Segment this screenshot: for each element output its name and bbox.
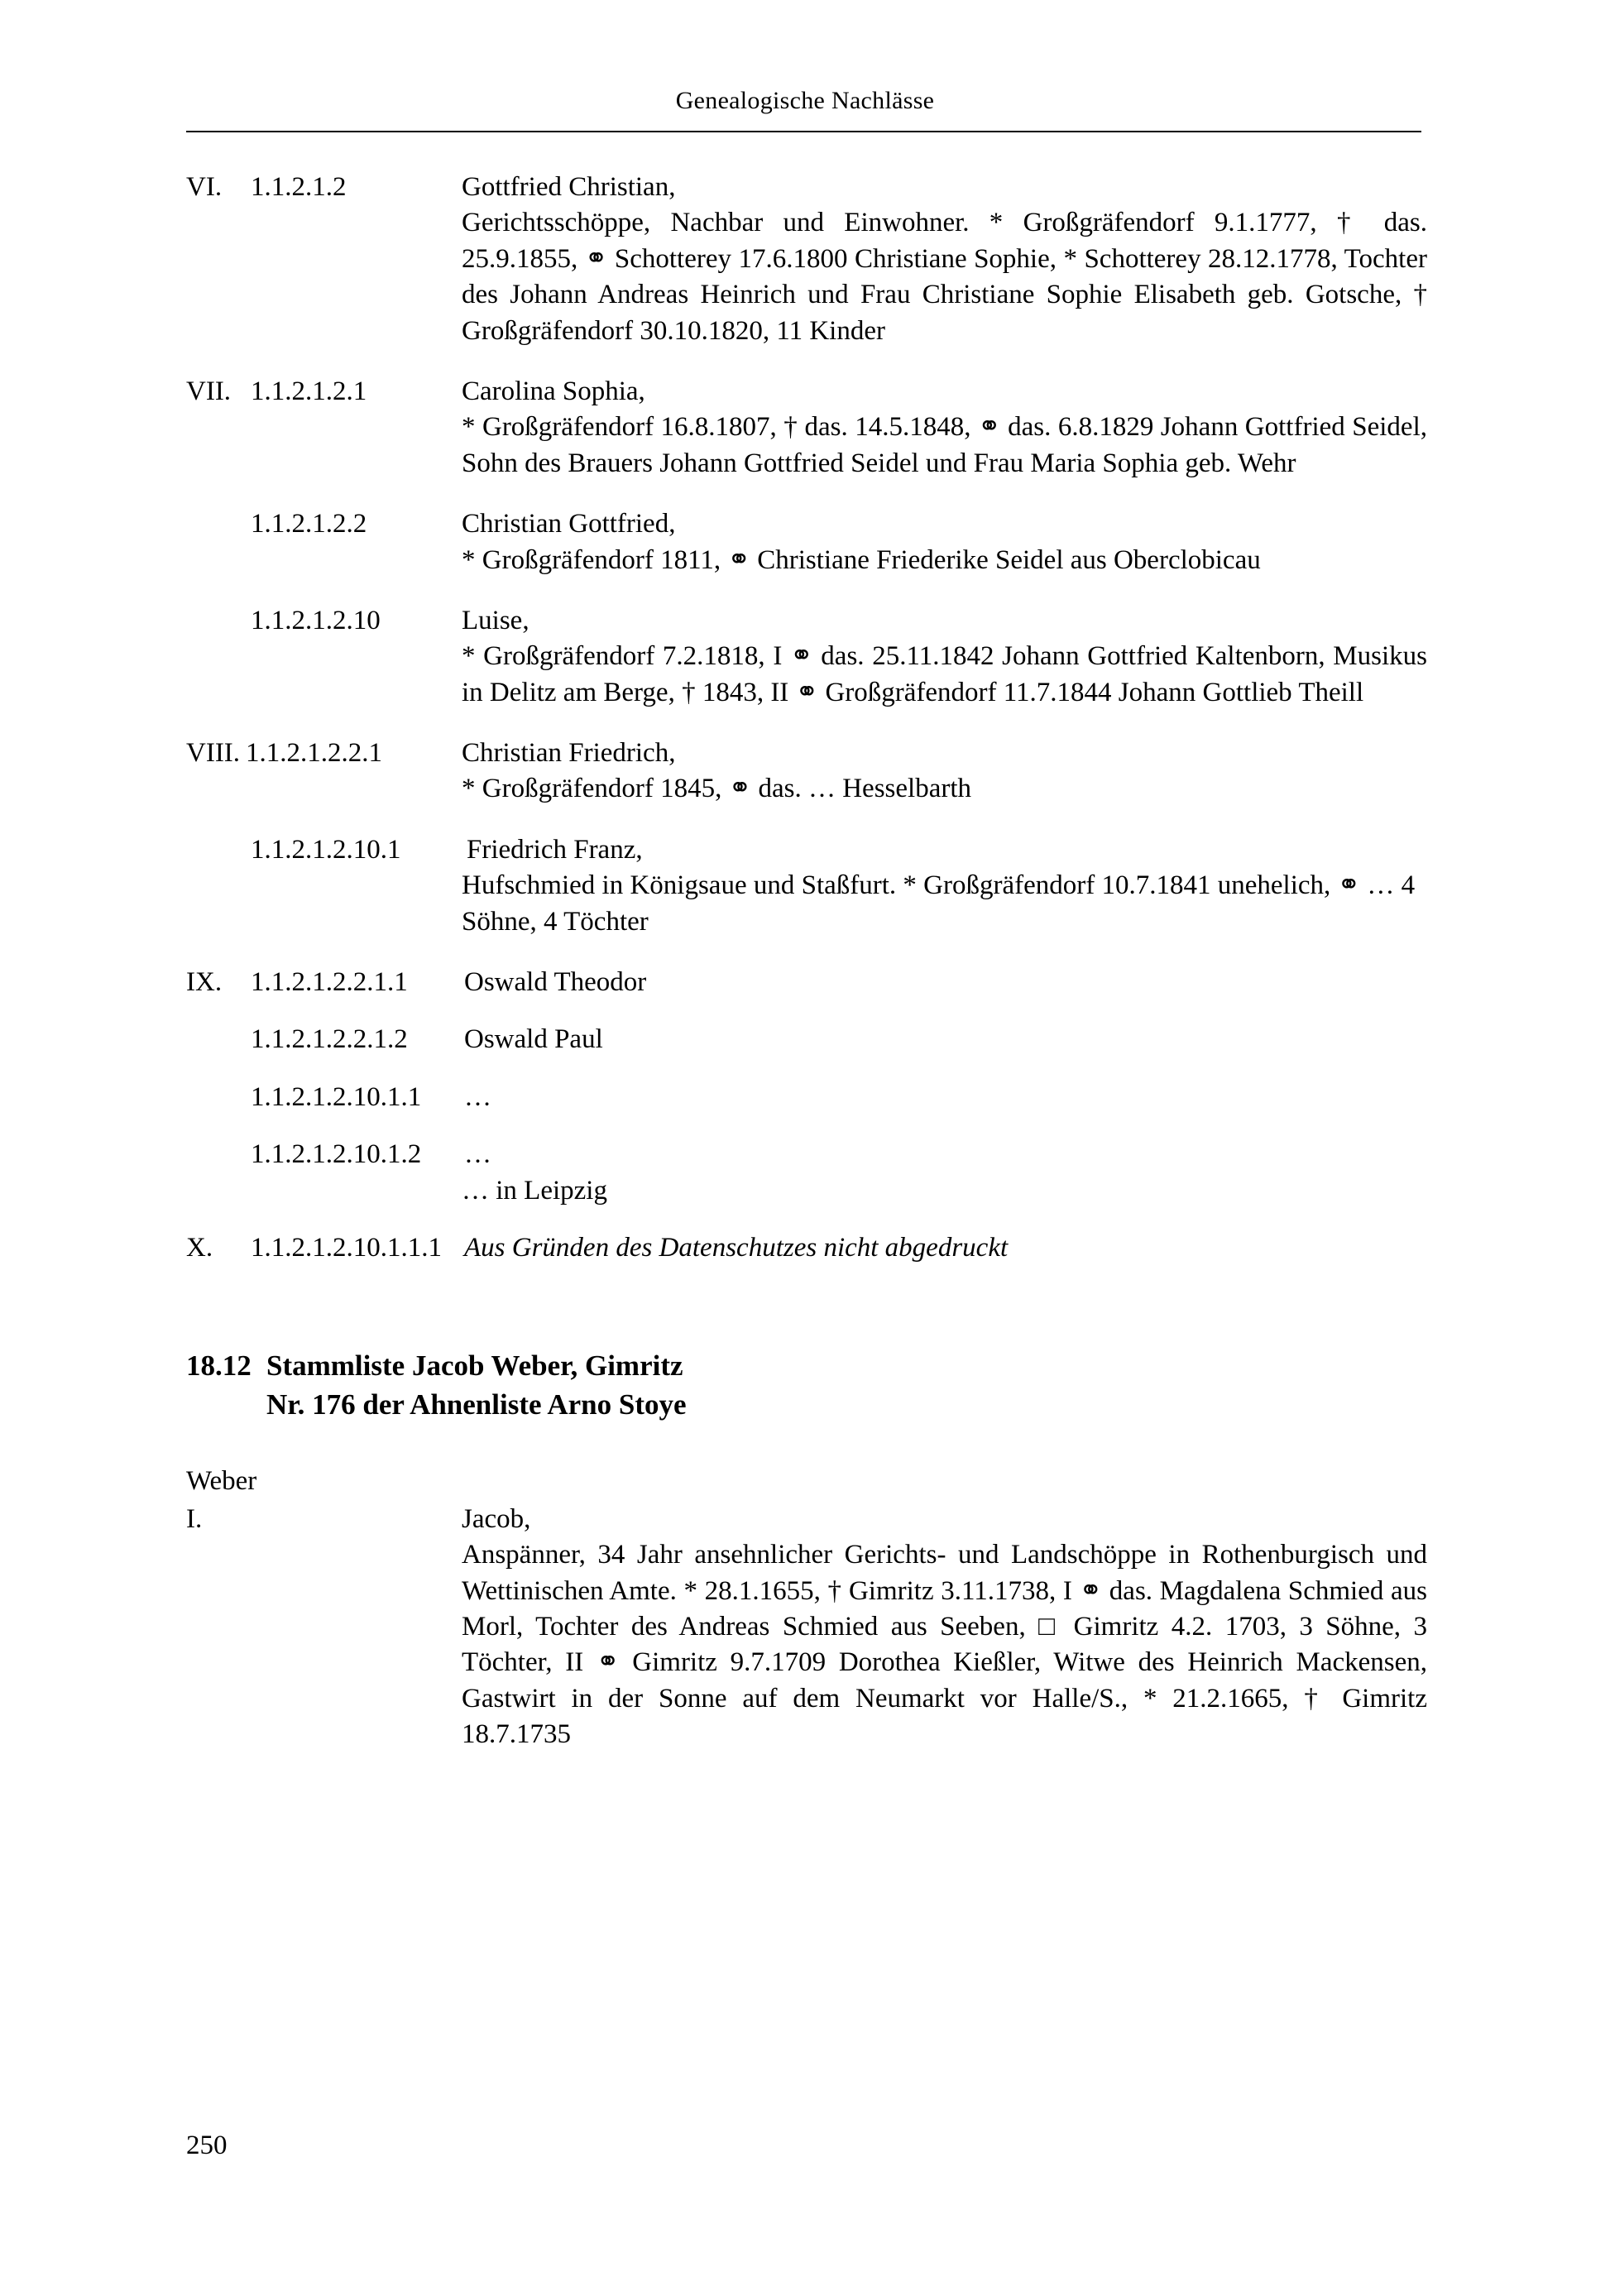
- entry-detail: * Großgräfendorf 16.8.1807, † das. 14.5.1848, ⚭ das. 6.8.1829 Johann Gottfried Seidel, Sohn des Brauers Johann Gottfried Seidel und Frau Maria Sophia geb. Wehr: [462, 412, 1427, 478]
- entry-name: Christian Friedrich,: [462, 738, 676, 769]
- entry-generation: X.: [186, 1232, 213, 1263]
- entry-detail: * Großgräfendorf 1811, ⚭ Christiane Friederike Seidel aus Oberclobicau: [462, 544, 1261, 575]
- page-number: 250: [186, 2131, 228, 2160]
- entry-generation: VI.: [186, 172, 223, 202]
- genealogy-entry-short: [186, 1080, 1427, 1115]
- entry-header-line: [186, 603, 1427, 639]
- entry-header-line: [186, 1137, 1427, 1172]
- page-body: [186, 170, 1427, 1778]
- genealogy-entry-short: [186, 1022, 1427, 1057]
- genealogy-entry: [186, 170, 1427, 349]
- entry-code: 1.1.2.1.2.2: [251, 509, 367, 539]
- entry-code: 1.1.2.1.2.10: [251, 605, 381, 635]
- entry-name: …: [464, 1081, 491, 1112]
- running-head-text: Genealogische Nachlässe: [675, 87, 935, 114]
- privacy-notice-text: Aus Gründen des Datenschutzes nicht abgedruckt: [464, 1232, 1009, 1263]
- entry-header-line: [186, 1080, 1427, 1115]
- section-title-1: Stammliste Jacob Weber, Gimritz: [266, 1349, 683, 1383]
- entry-header-line: [186, 506, 1427, 542]
- entry-name: Oswald Theodor: [464, 967, 647, 998]
- entry-code: 1.1.2.1.2.10.1.2: [251, 1139, 422, 1170]
- entry-header-line: [186, 374, 1427, 410]
- section-heading-line-1: [186, 1347, 1427, 1386]
- entry-generation: VIII.: [186, 738, 241, 769]
- entry-header-line: [186, 736, 1427, 771]
- genealogy-entry-short: [186, 1137, 1427, 1209]
- section-title-2: Nr. 176 der Ahnenliste Arno Stoye: [266, 1388, 687, 1421]
- entry-detail: Hufschmied in Königsaue und Staßfurt. * Großgräfendorf 10.7.1841 unehelich, ⚭ … 4 Söhne, 4 Töchter: [462, 870, 1416, 937]
- entry-code: 1.1.2.1.2.10.1: [251, 834, 401, 865]
- genealogy-entry: [186, 506, 1427, 578]
- entry-detail: Gerichtsschöppe, Nachbar und Einwohner. * Großgräfendorf 9.1.1777, † das. 25.9.1855, ⚭ Schotterey 17.6.1800 Christiane Sophie, * Schotterey 28.12.1778, Tochter des Johann Andreas Heinrich und Frau Christiane Sophie Elisabeth geb. Gotsche, † Großgräfendorf 30.10.1820, 11 Kinder: [462, 208, 1427, 346]
- genealogy-entry: [186, 1502, 1427, 1753]
- entry-code: 1.1.2.1.2.1: [251, 376, 367, 406]
- genealogy-entry: [186, 374, 1427, 482]
- genealogy-entry: [186, 603, 1427, 711]
- section-spacer: [186, 1287, 1427, 1339]
- entry-code: 1.1.2.1.2.10.1.1.1: [251, 1232, 442, 1263]
- section-heading: [186, 1347, 1427, 1424]
- genealogy-entry-privacy: [186, 1230, 1427, 1266]
- entry-detail: * Großgräfendorf 7.2.1818, I ⚭ das. 25.11.1842 Johann Gottfried Kaltenborn, Musikus in Delitz am Berge, † 1843, II ⚭ Großgräfendorf 11.7.1844 Johann Gottlieb Theill: [462, 641, 1427, 707]
- entry-header-line: [186, 1022, 1427, 1057]
- entry-code: 1.1.2.1.2.2.1: [246, 738, 382, 769]
- genealogy-entry-short: [186, 965, 1427, 1000]
- genealogy-entry: [186, 832, 1427, 940]
- leipzig-note: … in Leipzig: [462, 1175, 607, 1206]
- entry-name: Jacob,: [462, 1503, 531, 1534]
- entry-header-line: [186, 832, 1427, 868]
- entry-generation: IX.: [186, 967, 223, 998]
- entry-header-line: [186, 965, 1427, 1000]
- entry-header-line: [186, 170, 1427, 205]
- entry-header-line: [186, 1502, 1427, 1537]
- header-rule: [186, 131, 1421, 132]
- entry-detail: * Großgräfendorf 1845, ⚭ das. … Hesselbarth: [462, 774, 971, 804]
- entry-name: Oswald Paul: [464, 1024, 603, 1055]
- genealogy-entry: [186, 736, 1427, 808]
- running-head: [186, 87, 1424, 115]
- entry-code: 1.1.2.1.2: [251, 172, 347, 202]
- entry-name: Carolina Sophia,: [462, 376, 645, 406]
- entry-code: 1.1.2.1.2.2.1.1: [251, 967, 408, 998]
- section-heading-line-2: [186, 1386, 1427, 1425]
- entry-generation: VII.: [186, 376, 232, 406]
- entry-name: …: [464, 1139, 491, 1170]
- entry-name: Gottfried Christian,: [462, 172, 676, 202]
- entry-code: 1.1.2.1.2.2.1.2: [251, 1024, 408, 1055]
- entry-name: Luise,: [462, 605, 529, 635]
- entry-name: Christian Gottfried,: [462, 509, 676, 539]
- entry-detail: Anspänner, 34 Jahr ansehnlicher Gerichts- und Landschöppe in Rothenburgisch und Wettinischen Amte. * 28.1.1655, † Gimritz 3.11.1738, I ⚭ das. Magdalena Schmied aus Morl, Tochter des Andreas Schmied aus Seeben, □ Gimritz 4.2. 1703, 3 Söhne, 3 Töchter, II ⚭ Gimritz 9.7.1709 Dorothea Kießler, Witwe des Heinrich Mackensen, Gastwirt in der Sonne auf dem Neumarkt vor Halle/S., * 21.2.1665, † Gimritz 18.7.1735: [462, 1540, 1427, 1750]
- entry-header-line: [186, 1230, 1427, 1266]
- entry-generation: I.: [186, 1503, 203, 1534]
- section-number: 18.12: [186, 1349, 252, 1383]
- entry-code: 1.1.2.1.2.10.1.1: [251, 1081, 422, 1112]
- entry-name: Friedrich Franz,: [467, 834, 643, 865]
- surname-label: Weber: [186, 1466, 257, 1497]
